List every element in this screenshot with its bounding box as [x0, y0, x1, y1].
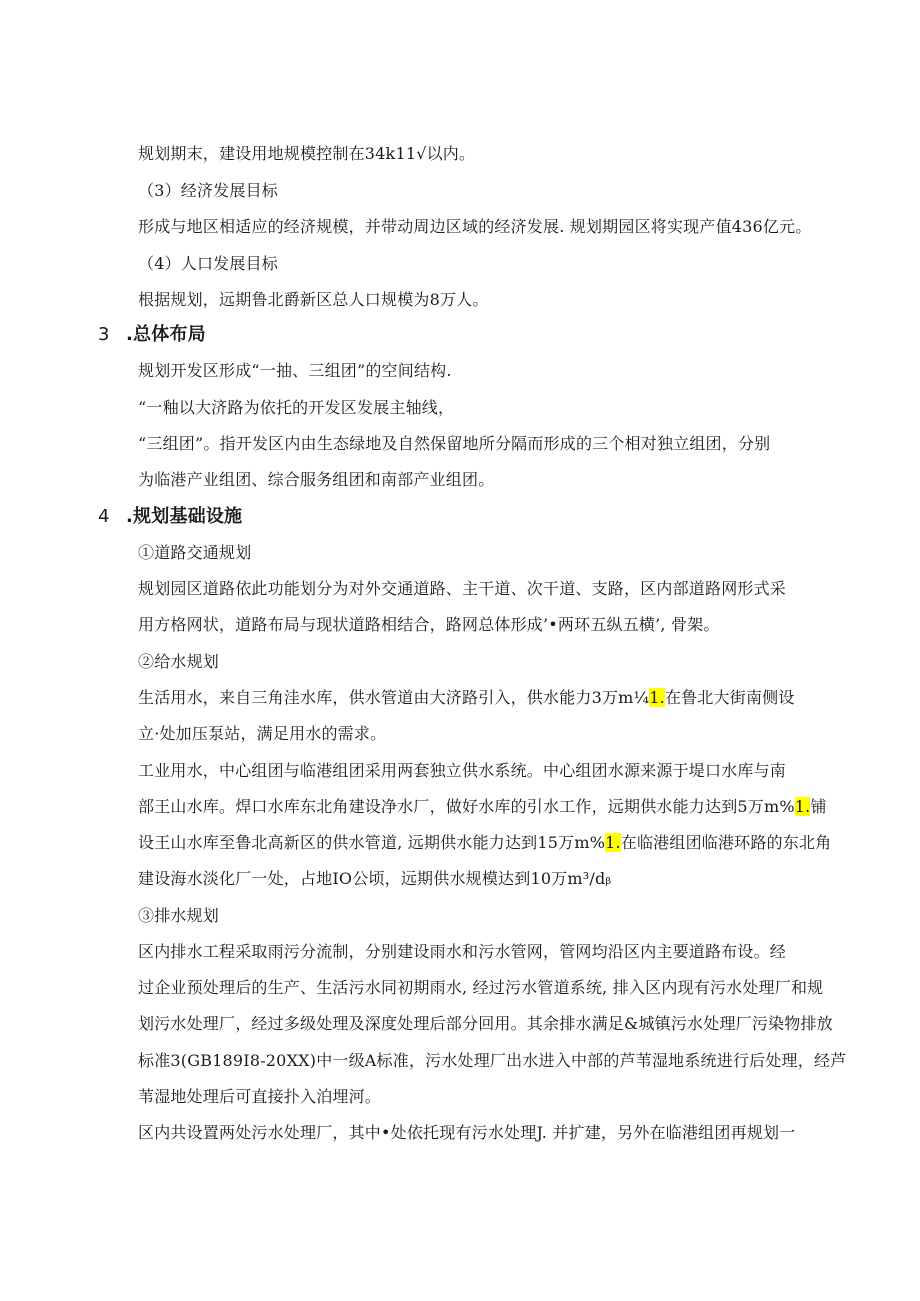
paragraph-line [138, 832, 831, 854]
paragraph-line: 苇湿地处理后可直接扑入泊埋河。 [138, 1087, 382, 1106]
section-number: 3 [98, 324, 110, 345]
paragraph-line: “三组团”。指开发区内由生态绿地及自然保留地所分隔而形成的三个相对独立组团，分别 [138, 434, 771, 453]
paragraph-line: 用方格网状，道路布局与现状道路相结合，路网总体形成’•两环五纵五横’, 骨架。 [138, 615, 720, 634]
paragraph-line: 过企业预处理后的生产、生活污水同初期雨水, 经过污水管道系统, 排入区内现有污水处理厂和规 [138, 978, 824, 997]
line-text: 铺 [810, 797, 827, 816]
paragraph-line: 立·处加压泵站，满足用水的需求。 [138, 724, 387, 743]
section-title: .规划基础设施 [126, 506, 243, 527]
paragraph-line: 形成与地区相适应的经济规模，并带动周边区域的经济发展. 规划期园区将实现产值436亿元。 [138, 217, 812, 236]
subsection-heading: ②给水规划 [138, 652, 220, 671]
paragraph-line: 工业用水，中心组团与临港组团采用两套独立供水系统。中心组团水源来源于堤口水库与南 [138, 761, 787, 780]
line-text: 生活用水，来自三角洼水库，供水管道由大济路引入，供水能力3万m¼ [138, 688, 650, 707]
paragraph-line: 根据规划，远期鲁北爵新区总人口规模为8万人。 [138, 290, 489, 309]
section-heading-3 [98, 324, 206, 346]
line-text: 设王山水库至鲁北高新区的供水管道, 远期供水能力达到15万m% [138, 833, 606, 852]
paragraph-line [138, 796, 827, 818]
paragraph-line: 规划园区道路依此功能划分为对外交通道路、主干道、次干道、支路，区内部道路网形式采 [138, 579, 787, 598]
paragraph-line: 为临港产业组团、综合服务组团和南部产业组团。 [138, 470, 495, 489]
paragraph-line: 划污水处理厂，经过多级处理及深度处理后部分回用。其余排水满足&城镇污水处理厂污染物排放 [138, 1014, 833, 1033]
line-text: 在鲁北大街南侧设 [664, 688, 795, 707]
paragraph-line: 标准3(GB189I8-20XX)中一级A标准，污水处理厂出水进入中部的芦苇湿地系统进行后处理，经芦 [138, 1051, 847, 1070]
section-number: 4 [98, 506, 110, 527]
section-heading-4 [98, 506, 242, 528]
paragraph-line: “一釉以大济路为依托的开发区发展主轴线， [138, 398, 455, 417]
line-text: 部王山水库。焊口水库东北角建设净水厂，做好水库的引水工作，远期供水能力达到5万m% [138, 797, 795, 816]
paragraph-line: 区内共设置两处污水处理厂，其中•处依托现有污水处理J. 并扩建，另外在临港组团再规划一 [138, 1123, 796, 1142]
highlighted-text: 1. [605, 833, 621, 852]
paragraph-line: 规划开发区形成“一抽、三组团”的空间结构. [138, 361, 452, 380]
subsection-heading: （3）经济发展目标 [138, 181, 278, 200]
paragraph-line: 建设海水淡化厂一处，占地IO公顷，远期供水规模达到10万m³/dᵦ [138, 869, 612, 888]
subsection-heading: ①道路交通规划 [138, 543, 252, 562]
paragraph-line [138, 687, 795, 709]
paragraph-line: 规划期末，建设用地规模控制在34k11√以内。 [138, 144, 476, 163]
highlighted-text: 1. [794, 797, 811, 816]
paragraph-line: 区内排水工程采取雨污分流制，分别建设雨水和污水管网，管网均沿区内主要道路布设。经 [138, 942, 787, 961]
highlighted-text: 1. [649, 688, 665, 707]
subsection-heading: ③排水规划 [138, 906, 220, 925]
section-title: .总体布局 [126, 324, 206, 345]
line-text: 在临港组团临港环路的东北角 [620, 833, 832, 852]
subsection-heading: （4）人口发展目标 [138, 254, 278, 273]
